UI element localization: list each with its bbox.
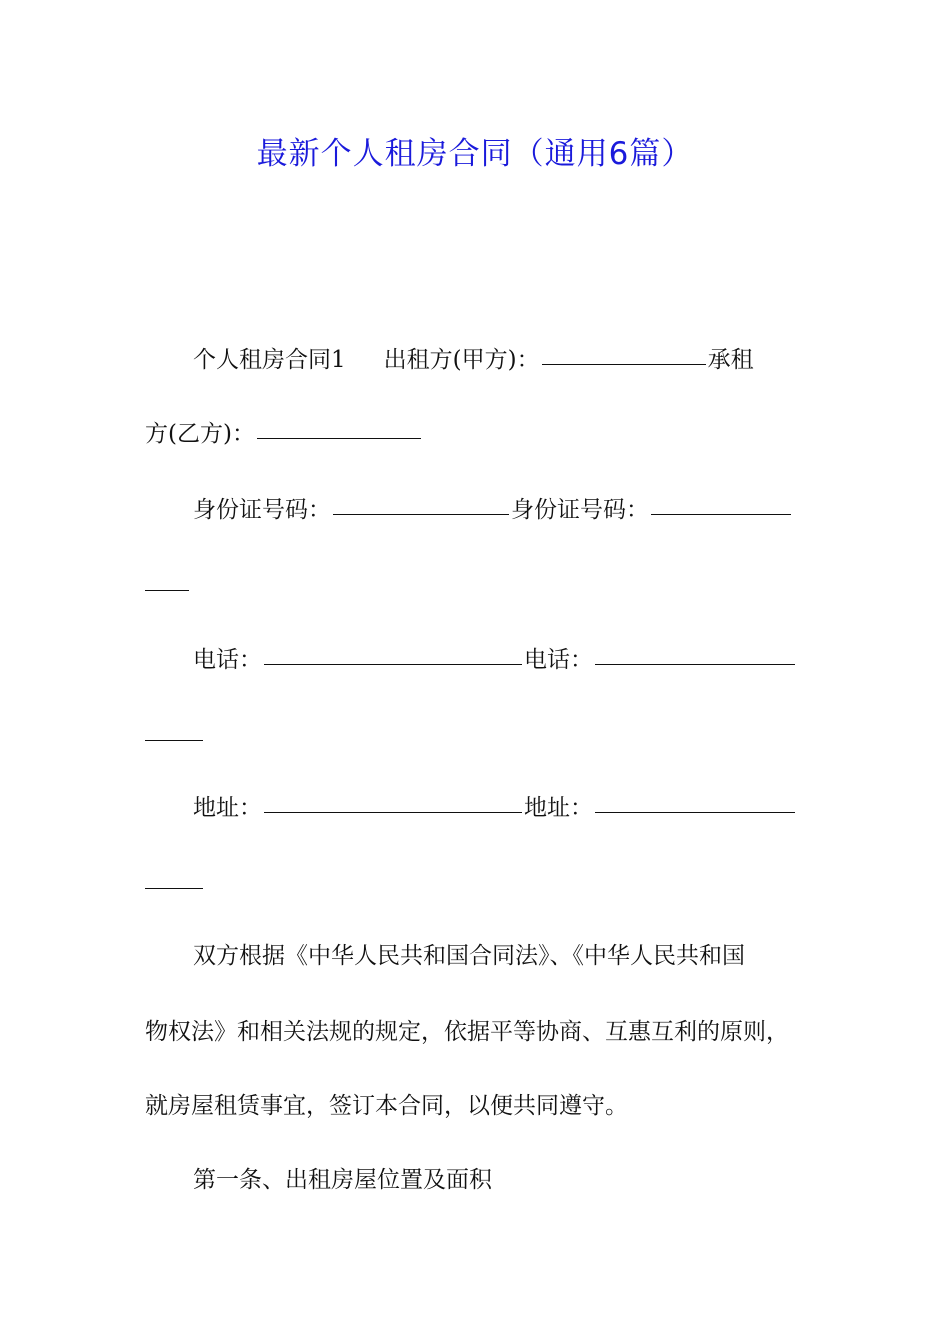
lessee-address-blank[interactable] xyxy=(595,790,795,813)
paragraph-line-3: 就房屋租赁事宜，签订本合同，以便共同遵守。 xyxy=(145,1093,628,1119)
lessee-id-blank[interactable] xyxy=(651,492,791,515)
lessor-id-label: 身份证号码： xyxy=(193,497,331,523)
document-title: 最新个人租房合同（通用6篇） xyxy=(256,136,694,172)
lessee-id-label: 身份证号码： xyxy=(511,497,649,523)
lessor-phone-label: 电话： xyxy=(193,647,262,673)
lessee-address-label: 地址： xyxy=(524,795,593,821)
paragraph-line-1: 双方根据《中华人民共和国合同法》、《中华人民共和国 xyxy=(193,943,745,969)
paragraph-line-2: 物权法》和相关法规的规定，依据平等协商、互惠互利的原则， xyxy=(145,1019,789,1045)
lessee-phone-blank[interactable] xyxy=(595,642,795,665)
lessor-address-blank[interactable] xyxy=(264,790,522,813)
address-line-cont xyxy=(145,864,810,904)
phone-line-cont xyxy=(145,716,810,756)
article-1-heading: 第一条、出租房屋位置及面积 xyxy=(193,1167,492,1193)
lessee-id-blank-cont[interactable] xyxy=(145,568,189,591)
lessee-label-a: 承租 xyxy=(707,347,754,373)
contract-heading: 个人租房合同1 xyxy=(193,347,346,373)
id-line-cont xyxy=(145,566,810,606)
lessor-label: 出租方(甲方)： xyxy=(383,347,540,373)
lessee-blank[interactable] xyxy=(257,416,421,439)
lessor-address-label: 地址： xyxy=(193,795,262,821)
parties-line-2 xyxy=(145,414,810,454)
parties-line-1 xyxy=(145,340,858,380)
phone-line xyxy=(145,640,858,680)
lessor-blank[interactable] xyxy=(542,342,706,365)
lessee-phone-blank-cont[interactable] xyxy=(145,718,203,741)
lessor-id-blank[interactable] xyxy=(333,492,509,515)
lessee-label-b: 方(乙方)： xyxy=(145,421,255,447)
lessee-address-blank-cont[interactable] xyxy=(145,866,203,889)
lessee-phone-label: 电话： xyxy=(524,647,593,673)
lessor-phone-blank[interactable] xyxy=(264,642,522,665)
address-line xyxy=(145,788,858,828)
id-line xyxy=(145,490,858,530)
